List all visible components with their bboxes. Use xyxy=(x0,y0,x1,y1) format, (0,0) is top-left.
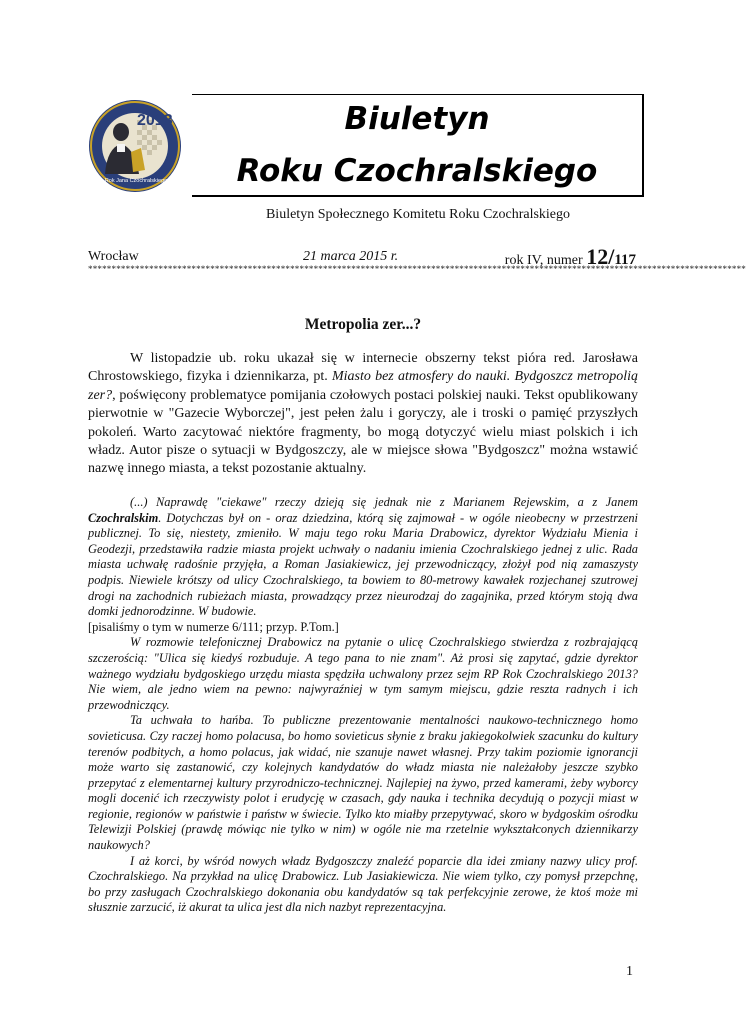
editor-note: [pisaliśmy o tym w numerze 6/111; przyp. P.Tom.] xyxy=(88,619,339,634)
issue-number-total: 117 xyxy=(614,252,636,268)
intro-text-1: W listopadzie ub. roku ukazał się w internecie obszerny tekst pióra red. Jarosława Chrostowskiego, fizyka i dziennikarza, pt. xyxy=(88,351,638,385)
issue-prefix: rok IV, numer xyxy=(504,253,583,268)
quote-paragraph-4: I aż korci, by wśród nowych władz Bydgoszczy znaleźć poparcie dla idei zmiany nazwy ulicy prof. Czochralskiego. Na przykład na ulicę Drabowicz. Lub Jasiakiewicza. Nie wiem tylko, czy pomysł przepchnę, bo przy zasługach Czochralskiego dokonania obu kandydatów są tak perfekcyjnie zerowe, że ktoś może mi słusznie zarzucić, iż akurat ta ulica jest dla nich nazbyt reprezentacyjna. xyxy=(88,853,638,915)
masthead-title-line2: Roku Czochralskiego xyxy=(236,153,598,189)
quote-p1-text-c: . Dotychczas był on - oraz dziedzina, którą się zajmował - w ogóle nieobecny w przestrzeni publicznej. To się, niestety, zmieniło. W maju tego roku Maria Drabowicz, dyrektor Wydziału Mienia i Geodezji, przedstawiła radzie miasta projekt uchwały o nadaniu imienia Czochralskiego jednej z ulic. Rada miasta uchwałę radośnie przyjęła, a Roman Jasiakiewicz, jej przewodniczący, złożył pod nią zamaszysty podpis. Niewiele krótszy od ulicy Czochralskiego, ta bowiem to 80-metrowy kawałek rozjechanej szutrowej drogi na zachodnich rubieżach miasta, prowadzący przez nieurodzaj do zagajnika, przed którym stoją dwa domki jednorodzinne. W budowie. xyxy=(88,510,638,619)
intro-paragraph xyxy=(88,350,638,479)
quote-paragraph-1 xyxy=(88,495,638,635)
masthead-title-line1: Biuletyn xyxy=(344,101,490,137)
page-number: 1 xyxy=(626,964,633,979)
logo-year: 2013 xyxy=(137,112,173,129)
quote-p1-text-a: (...) Naprawdę "ciekawe" rzeczy dzieją się jednak nie z Marianem Rejewskim, a z Janem xyxy=(130,495,638,509)
masthead-subtitle: Biuletyn Społecznego Komitetu Roku Czochralskiego xyxy=(265,207,571,222)
quote-paragraph-2: W rozmowie telefonicznej Drabowicz na pytanie o ulicę Czochralskiego stwierdza z rozbrajającą szczerością: "Ulica się kiedyś rozbuduje. A tego pana to nie znam". Aż prosi się zapytać, gdzie dyrektor ważnego wydziału bydgoskiego urzędu miasta spędziła uchwalony przez sejm RP Rok Czochralskiego 2013? Nie wiem, ale jedno wiem na pewno: najwyraźniej w tym samym miejscu, gdzie reszta radnych i ich przewodniczący. xyxy=(88,635,638,712)
intro-cited-title: Miasto bez atmosfery do nauki. Bydgoszcz metropolią zer? xyxy=(88,369,638,403)
article-title: Metropolia zer...? xyxy=(304,316,422,333)
issue-date: 21 marca 2015 r. xyxy=(303,249,399,264)
bulletin-masthead xyxy=(192,94,644,197)
separator-line: ******************************************************************************************************************************************** xyxy=(88,264,746,274)
logo-ring-text: Rok Jana Czochralskiego xyxy=(104,178,168,184)
article-intro xyxy=(88,350,638,479)
issue-number-main: 12/ xyxy=(586,244,615,269)
issue-city: Wrocław xyxy=(88,249,139,264)
quote-paragraph-3: Ta uchwała to hańba. To publiczne prezentowanie mentalności naukowo-technicznego homo sovieticusa. Czy raczej homo polacusa, bo homo sovieticus słynie z braku jakiegokolwiek szacunku do kultury terenów podbitych, a homo polacus, jak widać, nie szanuje nawet własnej. Przy takim poziomie ignorancji może warto się zastanowić, czy kolejnych kandydatów do władz miasta nie należałoby jeszcze szybko przepytać z elementarnej kultury przyrodniczo-technicznej. Najlepiej na żywo, przed kamerami, żeby wyborcy mogli docenić ich rzeczywisty polot i erudycję w czasach, gdy nauka i technika decydują o pozycji miast w regionie, regionów w państwie i państw w świecie. Tylko kto miałby przepytywać, skoro w bydgoskim ośrodku Telewizji Polskiej (prawdę mówiąc nie tylko w nim) w ogóle nie ma rzetelnie wykształconych dziennikarzy naukowych? xyxy=(88,713,638,853)
bulletin-logo xyxy=(87,98,183,194)
quote-p1-name: Czochralskim xyxy=(88,510,159,525)
article-quote xyxy=(88,495,638,916)
intro-text-2: , poświęcony problematyce pomijania czołowych postaci polskiej nauki. Tekst opublikowany pierwotnie w "Gazecie Wyborczej", jest pełen żalu i goryczy, ale i troski o pamięć przyszłych pokoleń. Warto zacytować niektóre fragmenty, bo mogą dotyczyć wielu miast polskich i ich władz. Autor pisze o sytuacji w Bydgoszczy, ale w miejsce słowa "Bydgoszcz" można wstawić nazwę innego miasta, a tekst pozostanie aktualny. xyxy=(88,387,638,477)
